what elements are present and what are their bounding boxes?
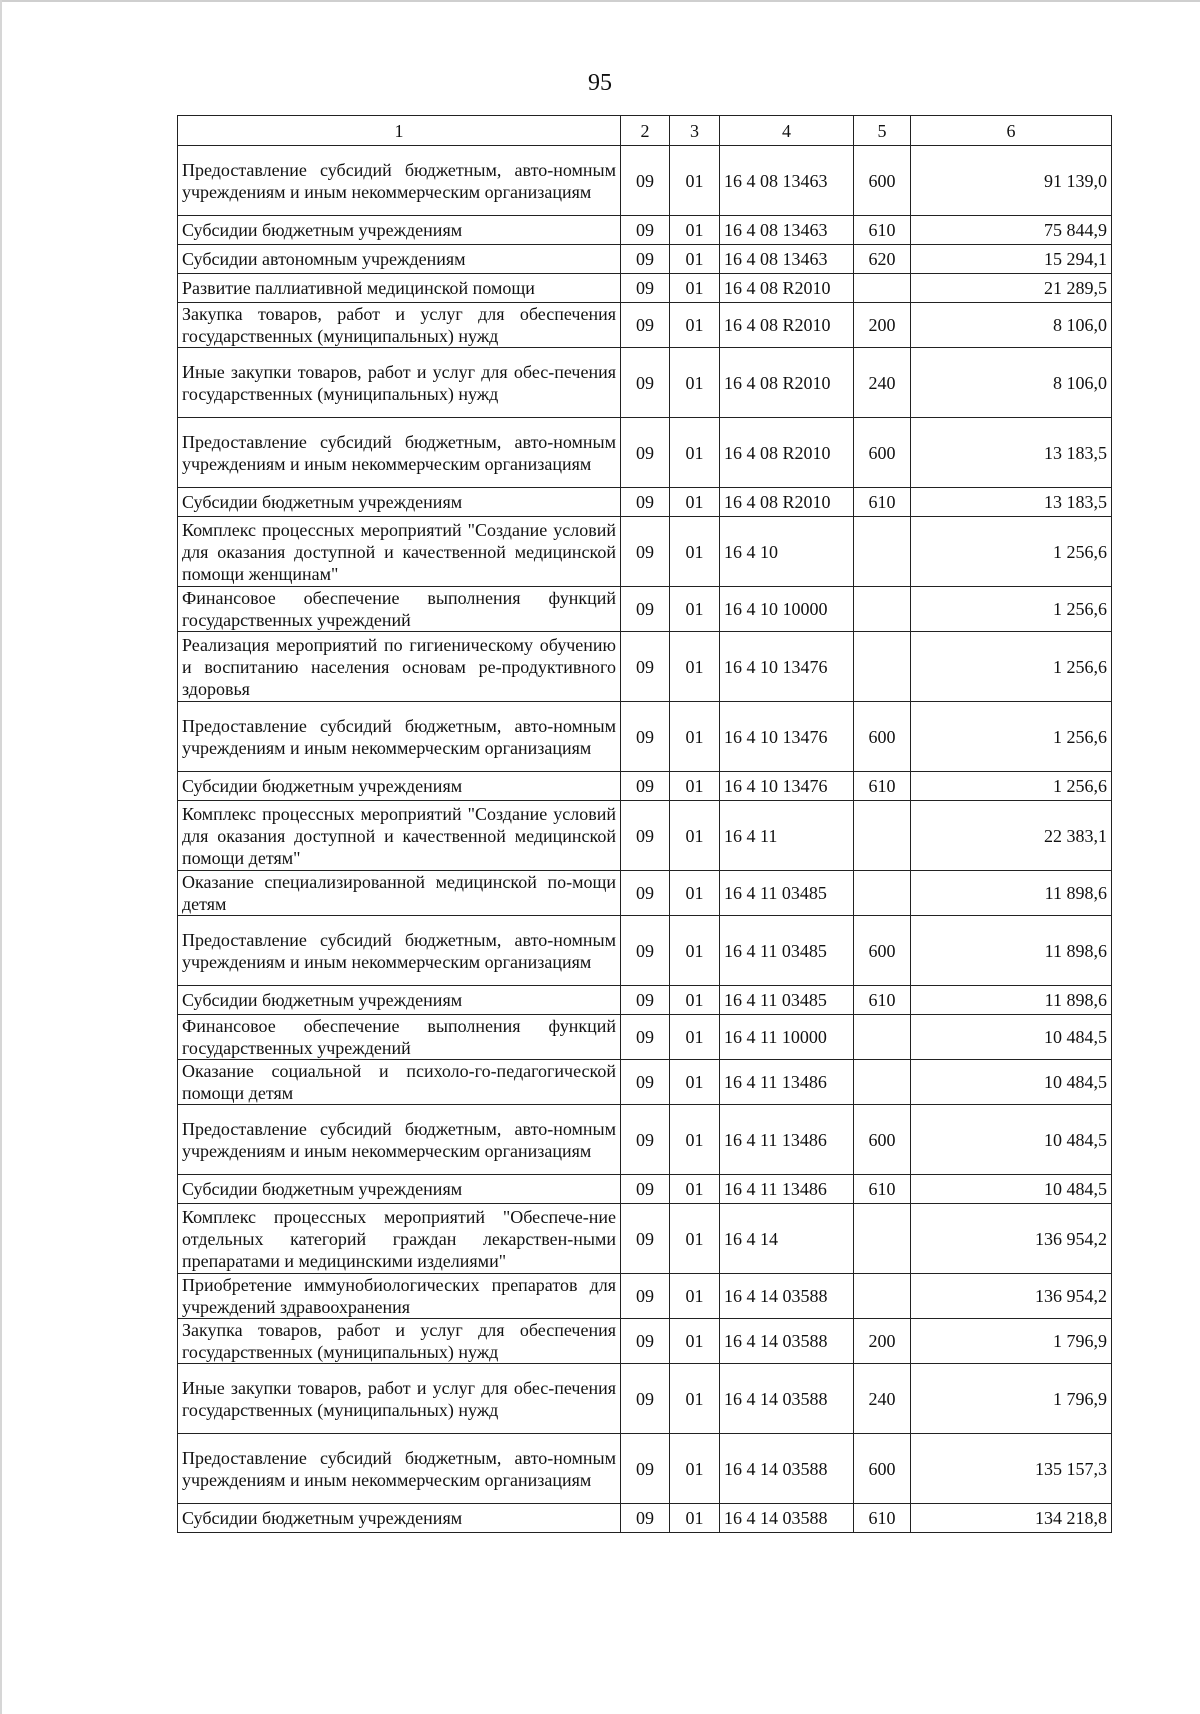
row-amount: 136 954,2 — [911, 1274, 1112, 1319]
row-subsection: 01 — [670, 348, 720, 418]
table-row — [178, 1105, 1112, 1175]
row-subsection: 01 — [670, 1274, 720, 1319]
row-section: 09 — [621, 801, 670, 871]
row-expense-type — [854, 587, 911, 632]
row-amount: 75 844,9 — [911, 216, 1112, 245]
row-amount: 11 898,6 — [911, 871, 1112, 916]
header-col-6: 6 — [911, 116, 1112, 146]
row-name: Финансовое обеспечение выполнения функций государственных учреждений — [178, 1015, 621, 1060]
row-name: Предоставление субсидий бюджетным, авто-номным учреждениям и иным некоммерческим организациям — [178, 146, 621, 216]
row-expense-type — [854, 801, 911, 871]
row-subsection: 01 — [670, 274, 720, 303]
page-number: 95 — [588, 70, 612, 96]
table-row — [178, 1204, 1112, 1274]
row-amount: 134 218,8 — [911, 1504, 1112, 1533]
table-row — [178, 146, 1112, 216]
row-expense-type: 610 — [854, 1175, 911, 1204]
row-name: Предоставление субсидий бюджетным, авто-номным учреждениям и иным некоммерческим организациям — [178, 702, 621, 772]
row-section: 09 — [621, 1015, 670, 1060]
header-col-3: 3 — [670, 116, 720, 146]
row-name: Реализация мероприятий по гигиеническому обучению и воспитанию населения основам ре-продуктивного здоровья — [178, 632, 621, 702]
row-expense-type: 600 — [854, 418, 911, 488]
row-subsection: 01 — [670, 587, 720, 632]
row-subsection: 01 — [670, 1105, 720, 1175]
row-section: 09 — [621, 702, 670, 772]
row-amount: 10 484,5 — [911, 1175, 1112, 1204]
row-subsection: 01 — [670, 303, 720, 348]
row-name: Субсидии бюджетным учреждениям — [178, 1504, 621, 1533]
row-target-code: 16 4 10 — [720, 517, 854, 587]
row-expense-type: 610 — [854, 772, 911, 801]
row-amount: 10 484,5 — [911, 1015, 1112, 1060]
row-subsection: 01 — [670, 916, 720, 986]
row-name: Субсидии бюджетным учреждениям — [178, 488, 621, 517]
row-amount: 8 106,0 — [911, 348, 1112, 418]
row-amount: 1 256,6 — [911, 587, 1112, 632]
row-name: Субсидии бюджетным учреждениям — [178, 216, 621, 245]
row-subsection: 01 — [670, 488, 720, 517]
row-expense-type — [854, 871, 911, 916]
row-section: 09 — [621, 488, 670, 517]
table-row — [178, 702, 1112, 772]
row-section: 09 — [621, 916, 670, 986]
row-target-code: 16 4 11 10000 — [720, 1015, 854, 1060]
row-section: 09 — [621, 986, 670, 1015]
row-section: 09 — [621, 303, 670, 348]
row-target-code: 16 4 08 R2010 — [720, 348, 854, 418]
row-target-code: 16 4 14 — [720, 1204, 854, 1274]
row-name: Предоставление субсидий бюджетным, авто-номным учреждениям и иным некоммерческим организациям — [178, 1105, 621, 1175]
table-row — [178, 1364, 1112, 1434]
row-target-code: 16 4 08 13463 — [720, 245, 854, 274]
row-expense-type: 240 — [854, 1364, 911, 1434]
row-expense-type — [854, 1204, 911, 1274]
row-target-code: 16 4 08 R2010 — [720, 274, 854, 303]
row-name: Иные закупки товаров, работ и услуг для обес-печения государственных (муниципальных) нужд — [178, 1364, 621, 1434]
row-name: Оказание специализированной медицинской по-мощи детям — [178, 871, 621, 916]
budget-table — [177, 115, 1112, 1533]
row-amount: 8 106,0 — [911, 303, 1112, 348]
row-subsection: 01 — [670, 1015, 720, 1060]
table-row — [178, 488, 1112, 517]
table-row — [178, 1504, 1112, 1533]
row-target-code: 16 4 10 13476 — [720, 772, 854, 801]
row-expense-type — [854, 632, 911, 702]
row-target-code: 16 4 08 R2010 — [720, 303, 854, 348]
row-subsection: 01 — [670, 1204, 720, 1274]
row-amount: 13 183,5 — [911, 418, 1112, 488]
row-name: Предоставление субсидий бюджетным, авто-номным учреждениям и иным некоммерческим организациям — [178, 916, 621, 986]
table-row — [178, 587, 1112, 632]
row-amount: 10 484,5 — [911, 1105, 1112, 1175]
row-subsection: 01 — [670, 245, 720, 274]
row-amount: 1 256,6 — [911, 772, 1112, 801]
row-target-code: 16 4 10 10000 — [720, 587, 854, 632]
row-section: 09 — [621, 587, 670, 632]
row-section: 09 — [621, 1060, 670, 1105]
row-name: Закупка товаров, работ и услуг для обеспечения государственных (муниципальных) нужд — [178, 303, 621, 348]
table-row — [178, 418, 1112, 488]
table-row — [178, 1015, 1112, 1060]
row-target-code: 16 4 08 R2010 — [720, 488, 854, 517]
table-row — [178, 801, 1112, 871]
row-subsection: 01 — [670, 1319, 720, 1364]
row-target-code: 16 4 11 13486 — [720, 1105, 854, 1175]
table-row — [178, 216, 1112, 245]
row-subsection: 01 — [670, 1504, 720, 1533]
header-col-5: 5 — [854, 116, 911, 146]
row-subsection: 01 — [670, 801, 720, 871]
row-amount: 1 796,9 — [911, 1364, 1112, 1434]
scan-edge-top — [0, 0, 1200, 2]
row-section: 09 — [621, 1175, 670, 1204]
row-subsection: 01 — [670, 517, 720, 587]
table-row — [178, 916, 1112, 986]
table-row — [178, 1060, 1112, 1105]
row-subsection: 01 — [670, 772, 720, 801]
table-row — [178, 1175, 1112, 1204]
header-col-2: 2 — [621, 116, 670, 146]
row-section: 09 — [621, 1364, 670, 1434]
row-expense-type: 610 — [854, 986, 911, 1015]
row-amount: 21 289,5 — [911, 274, 1112, 303]
row-target-code: 16 4 08 13463 — [720, 146, 854, 216]
row-subsection: 01 — [670, 632, 720, 702]
scan-edge-left — [0, 0, 2, 1714]
table-row — [178, 1274, 1112, 1319]
table-body — [178, 146, 1112, 1533]
table-row — [178, 772, 1112, 801]
row-section: 09 — [621, 1319, 670, 1364]
row-target-code: 16 4 14 03588 — [720, 1364, 854, 1434]
row-expense-type: 600 — [854, 702, 911, 772]
row-expense-type: 600 — [854, 146, 911, 216]
table-row — [178, 245, 1112, 274]
row-target-code: 16 4 10 13476 — [720, 632, 854, 702]
row-amount: 22 383,1 — [911, 801, 1112, 871]
table-row — [178, 632, 1112, 702]
row-expense-type — [854, 517, 911, 587]
row-target-code: 16 4 11 13486 — [720, 1175, 854, 1204]
row-subsection: 01 — [670, 1434, 720, 1504]
row-amount: 135 157,3 — [911, 1434, 1112, 1504]
row-subsection: 01 — [670, 986, 720, 1015]
row-subsection: 01 — [670, 146, 720, 216]
row-section: 09 — [621, 245, 670, 274]
row-expense-type — [854, 1274, 911, 1319]
row-section: 09 — [621, 772, 670, 801]
table-row — [178, 871, 1112, 916]
row-expense-type: 610 — [854, 1504, 911, 1533]
row-expense-type: 600 — [854, 1105, 911, 1175]
row-expense-type: 610 — [854, 488, 911, 517]
row-section: 09 — [621, 216, 670, 245]
row-amount: 13 183,5 — [911, 488, 1112, 517]
table-row — [178, 303, 1112, 348]
row-section: 09 — [621, 1204, 670, 1274]
row-subsection: 01 — [670, 1175, 720, 1204]
row-expense-type — [854, 1060, 911, 1105]
row-target-code: 16 4 14 03588 — [720, 1504, 854, 1533]
row-name: Субсидии бюджетным учреждениям — [178, 986, 621, 1015]
row-target-code: 16 4 11 03485 — [720, 916, 854, 986]
row-subsection: 01 — [670, 702, 720, 772]
row-amount: 1 256,6 — [911, 702, 1112, 772]
table-row — [178, 1434, 1112, 1504]
table-row — [178, 274, 1112, 303]
table-row — [178, 348, 1112, 418]
row-target-code: 16 4 08 R2010 — [720, 418, 854, 488]
row-name: Комплекс процессных мероприятий "Создание условий для оказания доступной и качественной медицинской помощи женщинам" — [178, 517, 621, 587]
table-row — [178, 1319, 1112, 1364]
row-name: Иные закупки товаров, работ и услуг для обес-печения государственных (муниципальных) нужд — [178, 348, 621, 418]
row-name: Комплекс процессных мероприятий "Создание условий для оказания доступной и качественной медицинской помощи детям" — [178, 801, 621, 871]
row-section: 09 — [621, 348, 670, 418]
row-target-code: 16 4 10 13476 — [720, 702, 854, 772]
row-target-code: 16 4 14 03588 — [720, 1319, 854, 1364]
row-subsection: 01 — [670, 1364, 720, 1434]
row-expense-type: 600 — [854, 1434, 911, 1504]
row-target-code: 16 4 11 03485 — [720, 871, 854, 916]
row-amount: 15 294,1 — [911, 245, 1112, 274]
row-target-code: 16 4 11 03485 — [720, 986, 854, 1015]
row-target-code: 16 4 14 03588 — [720, 1274, 854, 1319]
row-target-code: 16 4 11 — [720, 801, 854, 871]
row-subsection: 01 — [670, 216, 720, 245]
row-name: Субсидии автономным учреждениям — [178, 245, 621, 274]
row-section: 09 — [621, 1434, 670, 1504]
row-name: Комплекс процессных мероприятий "Обеспече-ние отдельных категорий граждан лекарствен-ными препаратами и медицинскими изделиями" — [178, 1204, 621, 1274]
row-subsection: 01 — [670, 871, 720, 916]
row-amount: 1 796,9 — [911, 1319, 1112, 1364]
row-target-code: 16 4 08 13463 — [720, 216, 854, 245]
row-section: 09 — [621, 1274, 670, 1319]
row-expense-type — [854, 1015, 911, 1060]
row-expense-type: 610 — [854, 216, 911, 245]
row-amount: 91 139,0 — [911, 146, 1112, 216]
row-expense-type: 240 — [854, 348, 911, 418]
row-subsection: 01 — [670, 1060, 720, 1105]
row-amount: 1 256,6 — [911, 517, 1112, 587]
row-amount: 1 256,6 — [911, 632, 1112, 702]
row-amount: 11 898,6 — [911, 986, 1112, 1015]
row-section: 09 — [621, 517, 670, 587]
row-section: 09 — [621, 274, 670, 303]
row-section: 09 — [621, 1105, 670, 1175]
row-target-code: 16 4 14 03588 — [720, 1434, 854, 1504]
row-name: Субсидии бюджетным учреждениям — [178, 1175, 621, 1204]
row-amount: 10 484,5 — [911, 1060, 1112, 1105]
row-name: Закупка товаров, работ и услуг для обеспечения государственных (муниципальных) нужд — [178, 1319, 621, 1364]
row-name: Финансовое обеспечение выполнения функций государственных учреждений — [178, 587, 621, 632]
header-row — [178, 116, 1112, 146]
row-name: Предоставление субсидий бюджетным, авто-номным учреждениям и иным некоммерческим организациям — [178, 418, 621, 488]
row-section: 09 — [621, 871, 670, 916]
row-amount: 11 898,6 — [911, 916, 1112, 986]
row-section: 09 — [621, 1504, 670, 1533]
table-row — [178, 517, 1112, 587]
row-expense-type: 200 — [854, 303, 911, 348]
row-subsection: 01 — [670, 418, 720, 488]
row-target-code: 16 4 11 13486 — [720, 1060, 854, 1105]
row-section: 09 — [621, 146, 670, 216]
row-amount: 136 954,2 — [911, 1204, 1112, 1274]
row-expense-type — [854, 274, 911, 303]
row-section: 09 — [621, 632, 670, 702]
row-name: Предоставление субсидий бюджетным, авто-номным учреждениям и иным некоммерческим организациям — [178, 1434, 621, 1504]
header-col-1: 1 — [178, 116, 621, 146]
row-section: 09 — [621, 418, 670, 488]
row-name: Приобретение иммунобиологических препаратов для учреждений здравоохранения — [178, 1274, 621, 1319]
row-expense-type: 620 — [854, 245, 911, 274]
row-name: Субсидии бюджетным учреждениям — [178, 772, 621, 801]
header-col-4: 4 — [720, 116, 854, 146]
row-expense-type: 200 — [854, 1319, 911, 1364]
table-row — [178, 986, 1112, 1015]
row-expense-type: 600 — [854, 916, 911, 986]
row-name: Развитие паллиативной медицинской помощи — [178, 274, 621, 303]
row-name: Оказание социальной и психоло-го-педагогической помощи детям — [178, 1060, 621, 1105]
